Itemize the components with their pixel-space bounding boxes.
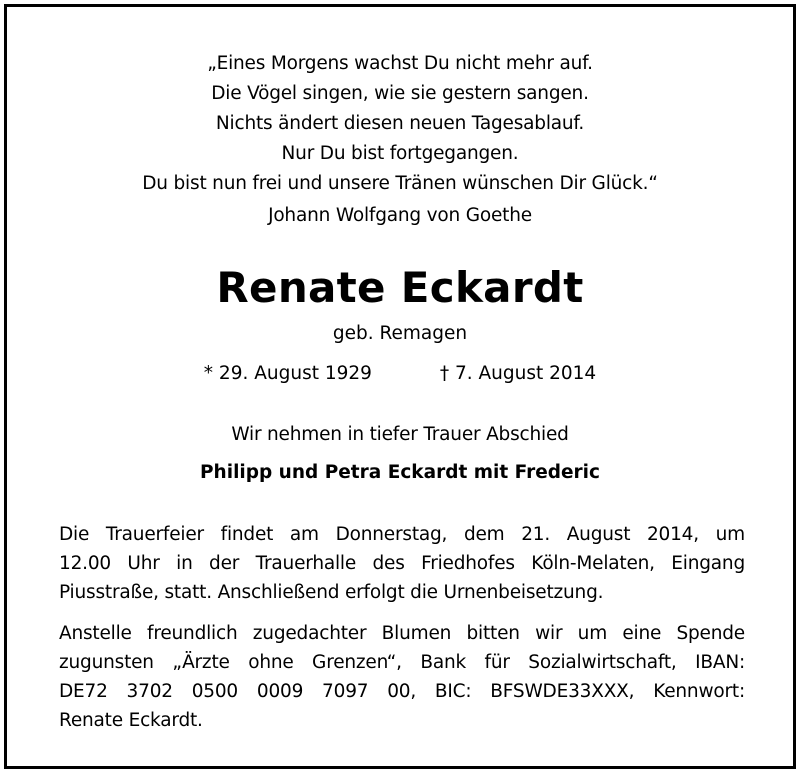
poem-line: Du bist nun frei und unsere Tränen wünschen Dir Glück.“ — [142, 173, 658, 194]
birth-name: geb. Remagen — [332, 323, 468, 344]
ceremony-paragraph — [59, 520, 745, 607]
donation-paragraph — [59, 619, 745, 735]
family-names: Philipp und Petra Eckardt mit Frederic — [200, 462, 600, 483]
ceremony-line: 12.00 Uhr in der Trauerhalle des Friedhofes Köln-Melaten, Eingang — [59, 553, 745, 574]
death-date: † 7. August 2014 — [439, 363, 597, 384]
birth-date: * 29. August 1929 — [203, 363, 372, 384]
donation-line: zugunsten „Ärzte ohne Grenzen“, Bank für Sozialwirtschaft, IBAN: — [59, 652, 745, 673]
deceased-name: Renate Eckardt — [216, 263, 584, 312]
poem-quote — [7, 49, 793, 199]
donation-line: DE72 3702 0500 0009 7097 00, BIC: BFSWDE33XXX, Kennwort: — [59, 681, 745, 702]
ceremony-line: Die Trauerfeier findet am Donnerstag, dem 21. August 2014, um — [59, 524, 745, 545]
poem-line: Nichts ändert diesen neuen Tagesablauf. — [215, 113, 585, 134]
poem-author: Johann Wolfgang von Goethe — [268, 205, 532, 226]
ceremony-line: Piusstraße, statt. Anschließend erfolgt die Urnenbeisetzung. — [59, 582, 604, 603]
donation-line: Renate Eckardt. — [59, 710, 203, 731]
farewell-text: Wir nehmen in tiefer Trauer Abschied — [231, 424, 569, 445]
poem-line: „Eines Morgens wachst Du nicht mehr auf. — [207, 53, 593, 74]
poem-line: Die Vögel singen, wie sie gestern sangen. — [211, 83, 589, 104]
poem-line: Nur Du bist fortgegangen. — [281, 143, 519, 164]
life-dates — [7, 363, 793, 384]
obituary-frame — [4, 4, 796, 769]
donation-line: Anstelle freundlich zugedachter Blumen bitten wir um eine Spende — [59, 623, 745, 644]
